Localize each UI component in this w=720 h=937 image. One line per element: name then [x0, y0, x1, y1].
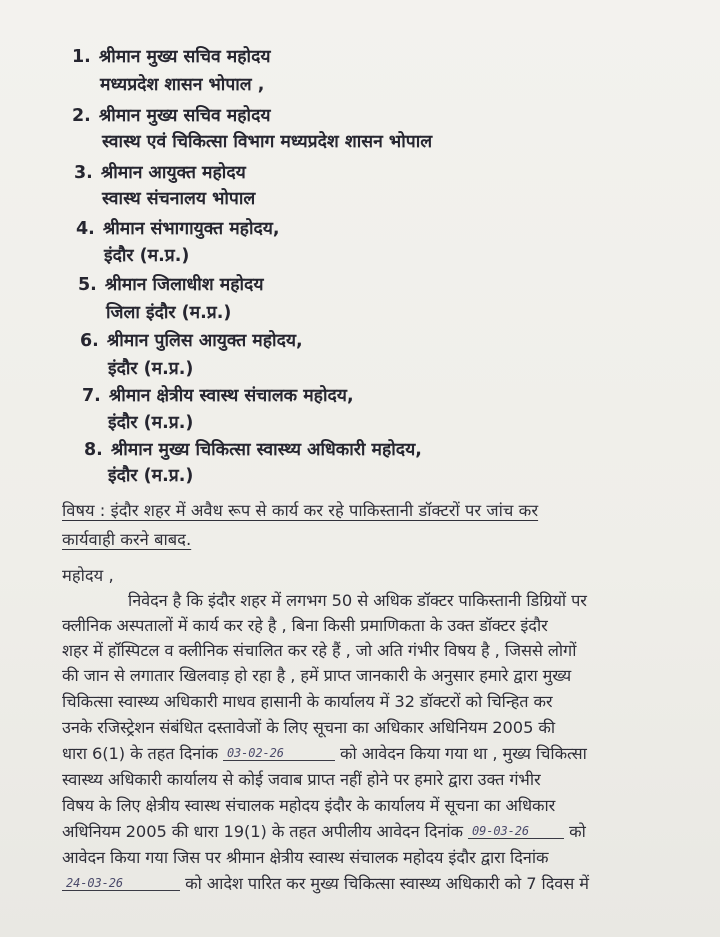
body-line: उनके रजिस्ट्रेशन संबंधित दस्तावेजों के लिए सूचना का अधिकार अधिनियम 2005 की	[62, 718, 556, 737]
body-line: 24-03-26 को आदेश पारित कर मुख्य चिकित्सा स्वास्थ्य अधिकारी को 7 दिवस में	[62, 872, 589, 894]
body-line: क्लीनिक अस्पतालों में कार्य कर रहे है , बिना किसी प्रमाणिकता के उक्त डॉक्टर इंदौर	[62, 616, 548, 635]
body-line: शहर में हॉस्पिटल व क्लीनिक संचालित कर रहे हैं , जो अति गंभीर विषय है , जिससे लोगों	[62, 641, 577, 660]
recipient-8-address: इंदौर (म.प्र.)	[108, 466, 194, 486]
recipient-number: 7.	[82, 386, 101, 406]
body-line: अधिनियम 2005 की धारा 19(1) के तहत अपीलीय आवेदन दिनांक 09-03-26 को	[62, 822, 586, 841]
salutation: महोदय ,	[62, 566, 114, 585]
recipient-number: 4.	[76, 219, 95, 239]
recipient-number: 1.	[72, 47, 91, 67]
body-line: आवेदन किया गया जिस पर श्रीमान क्षेत्रीय स्वास्थ संचालक महोदय इंदौर द्वारा दिनांक	[62, 848, 549, 867]
body-line: स्वास्थ्य अधिकारी कार्यालय से कोई जवाब प्राप्त नहीं होने पर हमारे द्वारा उक्त गंभीर	[62, 770, 541, 789]
recipient-6-address: इंदौर (म.प्र.)	[108, 359, 194, 379]
recipient-5-address: जिला इंदौर (म.प्र.)	[106, 303, 232, 323]
recipient-5-title: 5. श्रीमान जिलाधीश महोदय	[78, 275, 264, 295]
recipient-1-address: मध्यप्रदेश शासन भोपाल ,	[100, 75, 265, 95]
recipient-1-title: 1. श्रीमान मुख्य सचिव महोदय	[72, 47, 271, 67]
recipient-6-title: 6. श्रीमान पुलिस आयुक्त महोदय,	[80, 331, 303, 351]
body-line: विषय के लिए क्षेत्रीय स्वास्थ संचालक महोदय इंदौर के कार्यालय में सूचना का अधिकार	[62, 796, 556, 815]
recipient-number: 2.	[72, 106, 91, 126]
subject-line-2: कार्यवाही करने बाबद.	[62, 530, 192, 549]
body-line: चिकित्सा स्वास्थ्य अधिकारी माधव हासानी के कार्यालय में 32 डॉक्टरों को चिन्हित कर	[62, 692, 553, 711]
recipient-3-title: 3. श्रीमान आयुक्त महोदय	[74, 163, 246, 183]
recipient-7-title: 7. श्रीमान क्षेत्रीय स्वास्थ संचालक महोदय,	[82, 386, 354, 406]
recipient-number: 5.	[78, 275, 97, 295]
recipient-number: 6.	[80, 331, 99, 351]
recipient-number: 8.	[84, 440, 103, 460]
handwritten-date: 09-03-26	[468, 824, 564, 839]
recipient-number: 3.	[74, 163, 93, 183]
recipient-4-title: 4. श्रीमान संभागायुक्त महोदय,	[76, 219, 280, 239]
body-line: धारा 6(1) के तहत दिनांक 03-02-26 को आवेदन किया गया था , मुख्य चिकित्सा	[62, 744, 587, 763]
body-line: निवेदन है कि इंदौर शहर में लगभग 50 से अधिक डॉक्टर पाकिस्तानी डिग्रियों पर	[128, 591, 587, 610]
recipient-2-address: स्वास्थ एवं चिकित्सा विभाग मध्यप्रदेश शासन भोपाल	[102, 132, 433, 152]
subject-line-1: विषय : इंदौर शहर में अवैध रूप से कार्य कर रहे पाकिस्तानी डॉक्टरों पर जांच कर	[62, 501, 539, 520]
handwritten-date: 03-02-26	[223, 746, 335, 761]
recipient-2-title: 2. श्रीमान मुख्य सचिव महोदय	[72, 106, 271, 126]
recipient-8-title: 8. श्रीमान मुख्य चिकित्सा स्वास्थ्य अधिकारी महोदय,	[84, 440, 422, 460]
handwritten-date: 24-03-26	[62, 876, 180, 891]
recipient-4-address: इंदौर (म.प्र.)	[104, 246, 190, 266]
body-line: की जान से लगातार खिलवाड़ हो रहा है , हमें प्राप्त जानकारी के अनुसार हमारे द्वारा मुख्य	[62, 666, 572, 685]
recipient-3-address: स्वास्थ संचनालय भोपाल	[102, 189, 256, 209]
recipient-7-address: इंदौर (म.प्र.)	[108, 413, 194, 433]
